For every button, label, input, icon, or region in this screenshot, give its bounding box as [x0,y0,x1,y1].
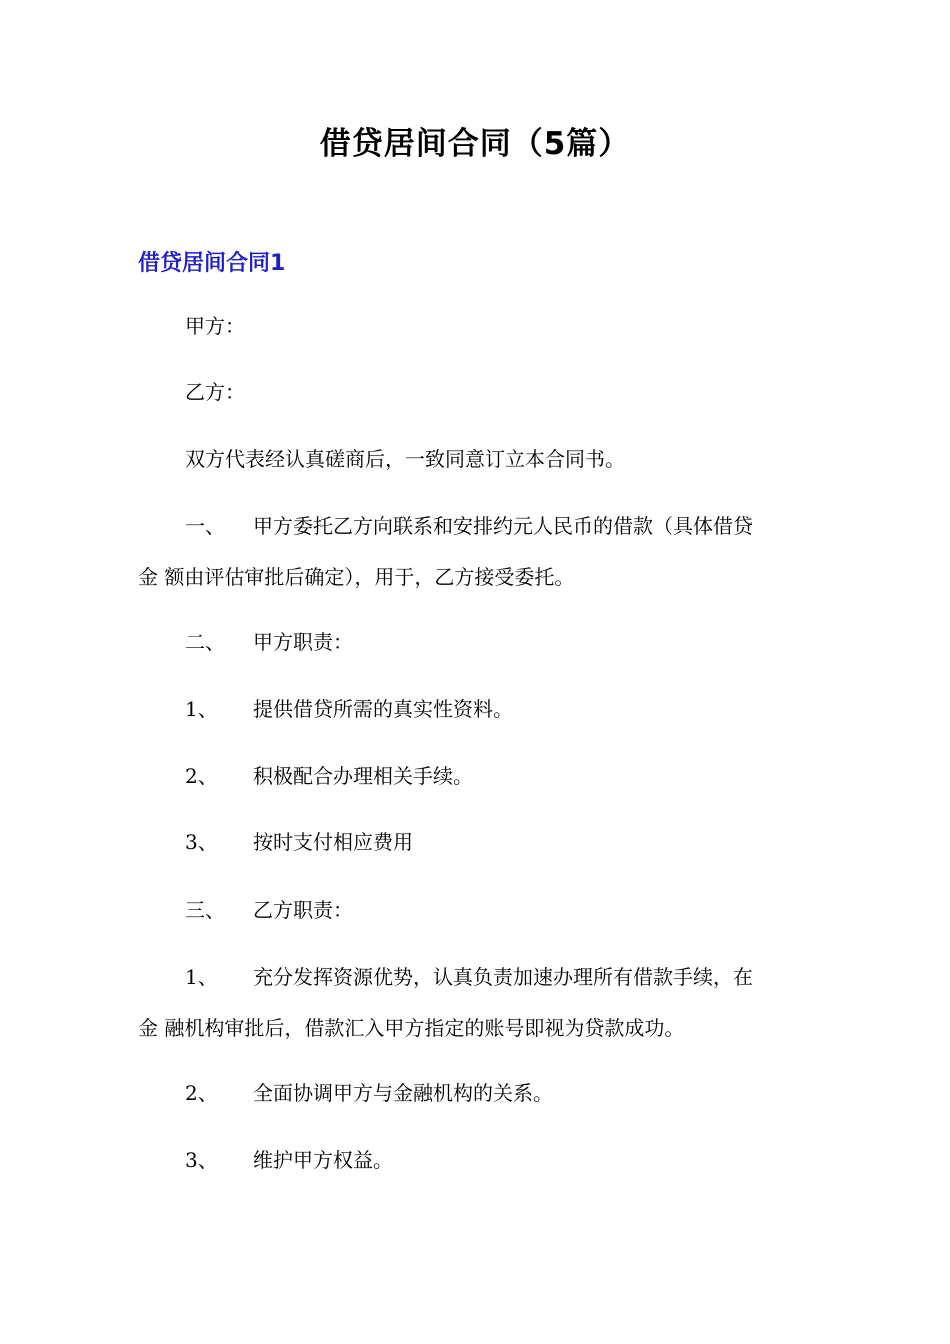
party-a-label: 甲方： [185,314,245,338]
clause-2-number: 二、 [185,630,225,654]
clause-2-item-1-text: 提供借贷所需的真实性资料。 [253,697,513,721]
clause-3-item-2-text: 全面协调甲方与金融机构的关系。 [253,1081,553,1105]
clause-1-number: 一、 [185,514,225,538]
document-title: 借贷居间合同（5篇） [319,126,631,162]
section-heading: 借贷居间合同1 [138,251,286,276]
clause-2-item-2-text: 积极配合办理相关手续。 [253,764,473,788]
clause-2-text: 甲方职责： [253,630,353,654]
clause-3-item-3-number: 3、 [185,1148,218,1172]
clause-3-item-1-number: 1、 [185,965,218,989]
clause-1-text-line2: 金 额由评估审批后确定），用于，乙方接受委托。 [138,565,575,589]
clause-2-item-3-text: 按时支付相应费用 [253,830,413,854]
clause-3-number: 三、 [185,898,225,922]
clause-3-text: 乙方职责： [253,898,353,922]
clause-1-text-line1: 甲方委托乙方向联系和安排约元人民币的借款（具体借贷 [253,514,753,538]
clause-3-item-1-text-line2: 金 融机构审批后，借款汇入甲方指定的账号即视为贷款成功。 [138,1016,685,1040]
party-b-label: 乙方： [185,380,245,404]
clause-2-item-1-number: 1、 [185,697,218,721]
clause-2-item-3-number: 3、 [185,830,218,854]
clause-3-item-3-text: 维护甲方权益。 [253,1148,393,1172]
clause-3-item-2-number: 2、 [185,1081,218,1105]
clause-3-item-1-text-line1: 充分发挥资源优势，认真负责加速办理所有借款手续，在 [253,965,753,989]
clause-2-item-2-number: 2、 [185,764,218,788]
intro-paragraph: 双方代表经认真磋商后，一致同意订立本合同书。 [185,447,625,471]
